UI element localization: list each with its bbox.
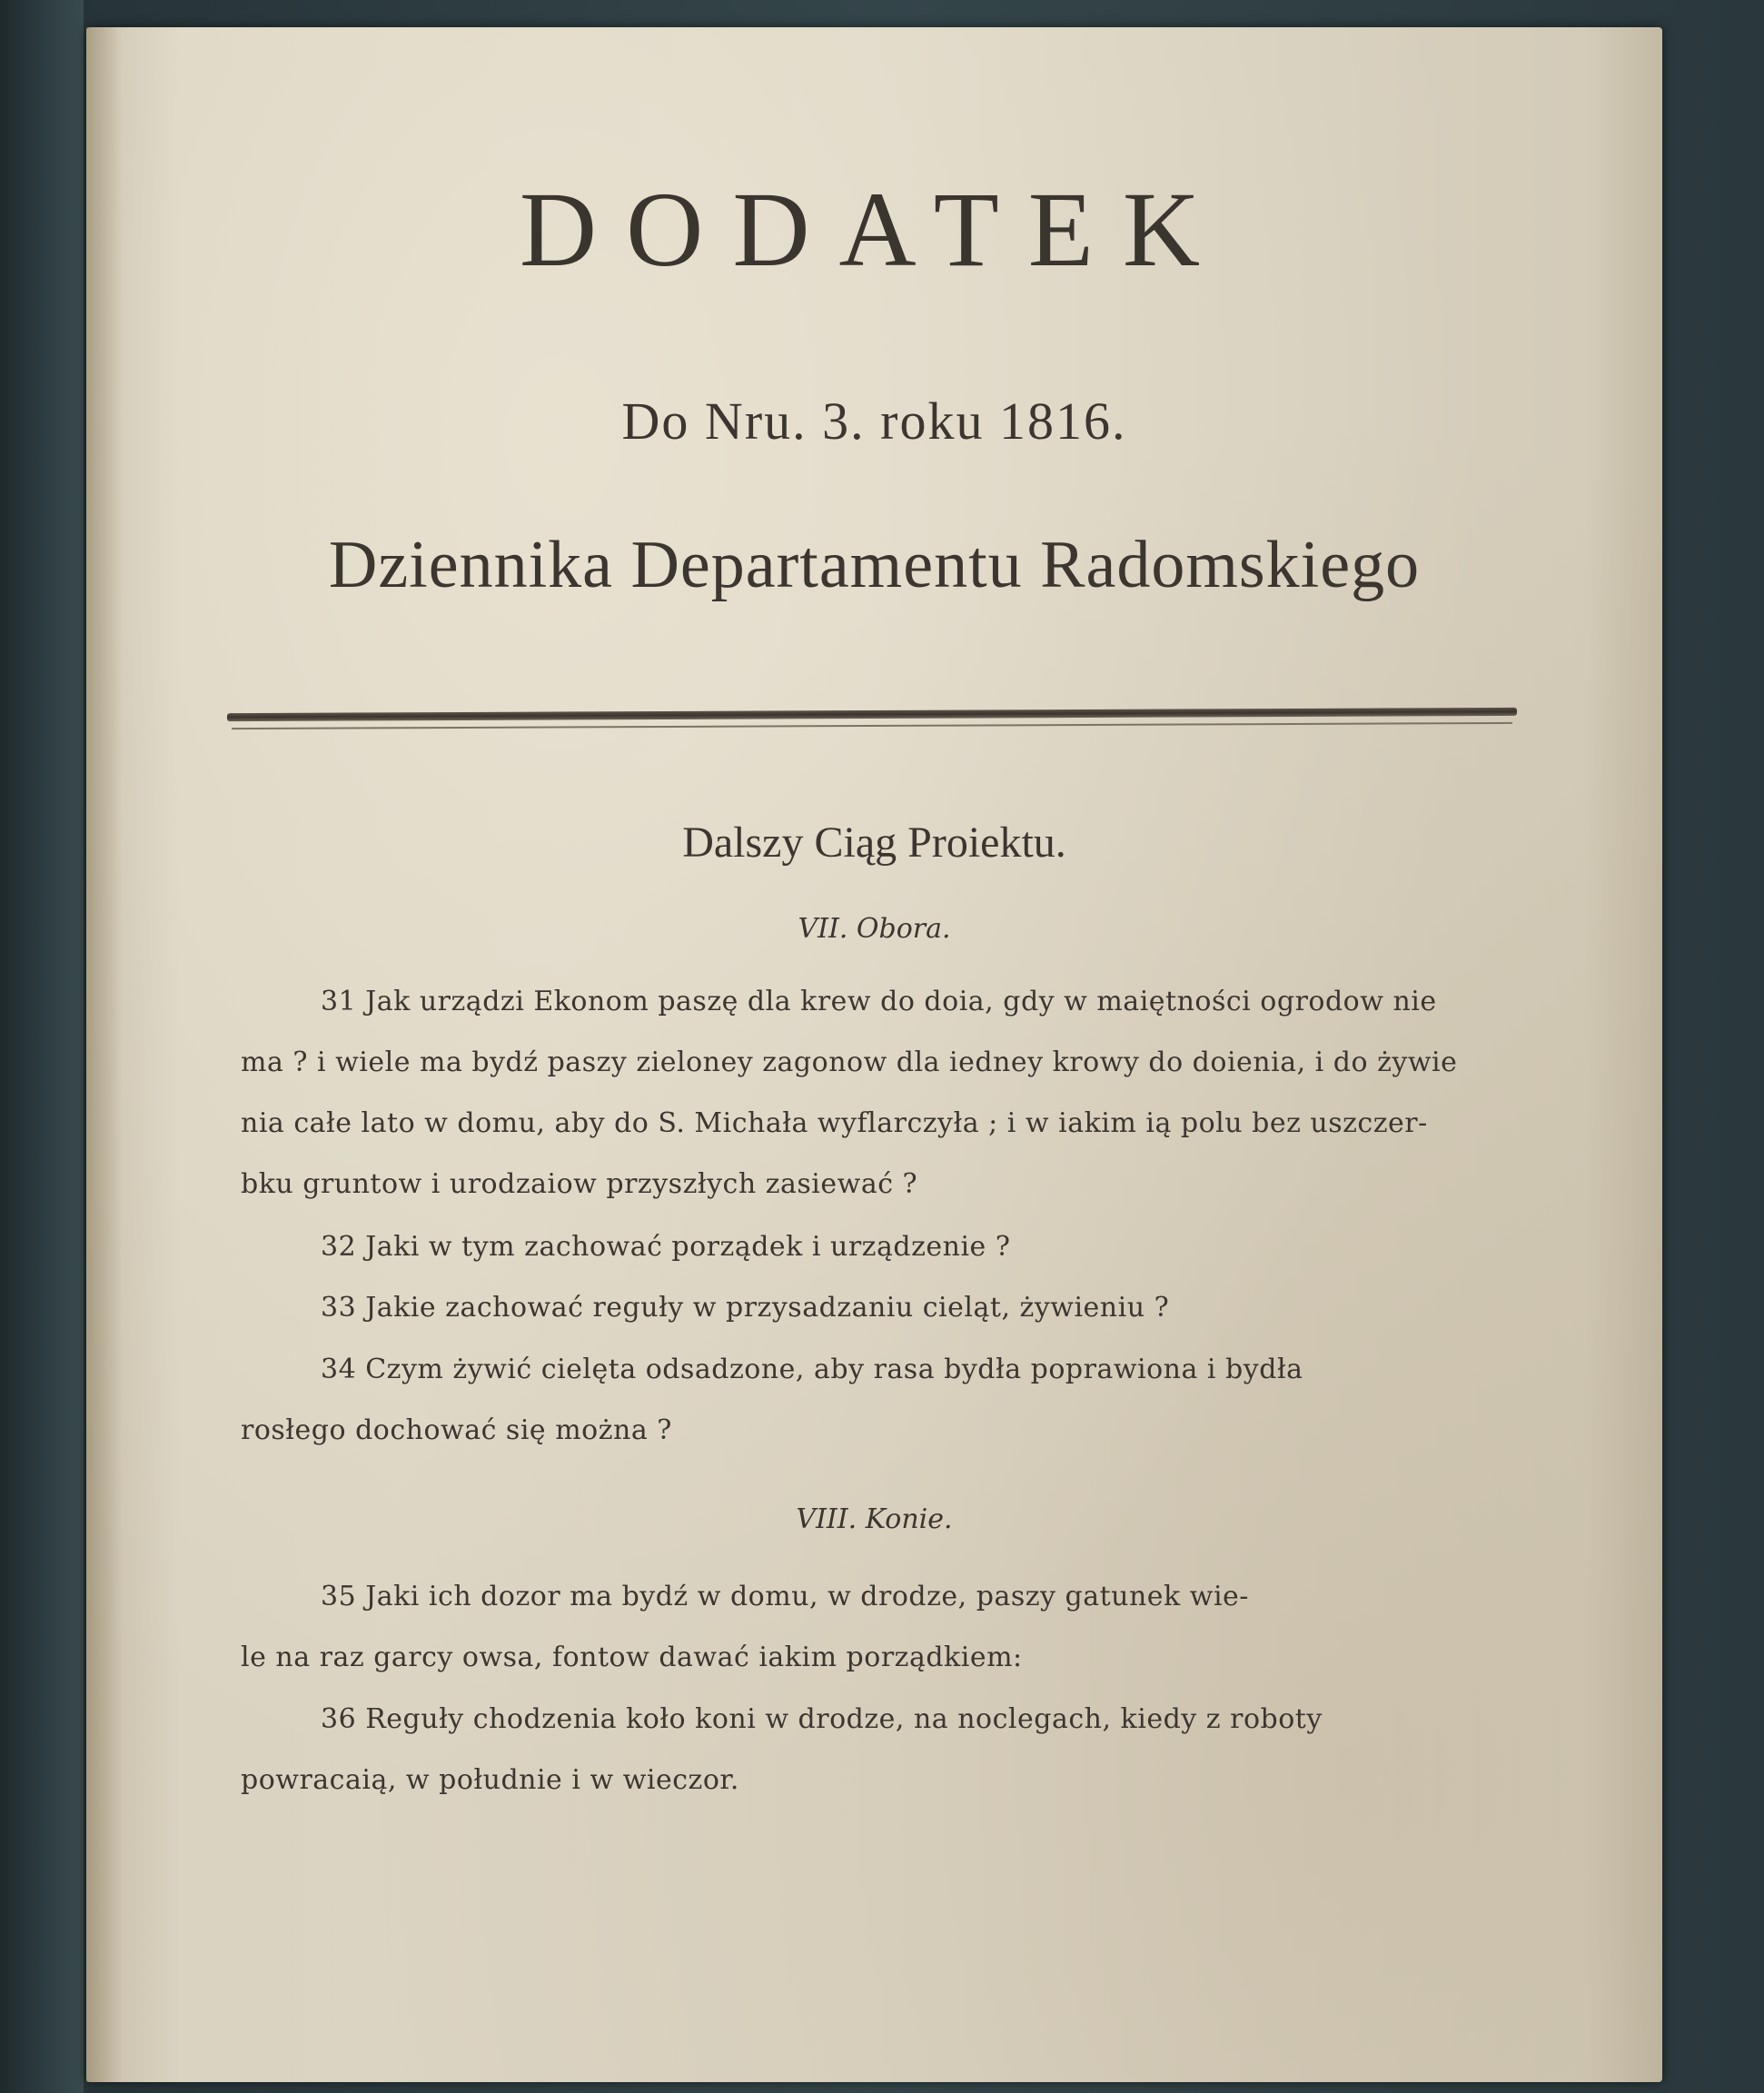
paragraph-line: 32 Jaki w tym zachować porządek i urządzenie ? (321, 1231, 1011, 1263)
paragraph-line: rosłego dochować się można ? (241, 1414, 672, 1446)
paragraph-line: powracaią, w południe i w wieczor. (241, 1764, 739, 1796)
document-page (86, 27, 1662, 2082)
header-rule-thin (232, 722, 1512, 729)
document-title: DODATEK (519, 170, 1230, 289)
paragraph-line: 34 Czym żywić cielęta odsadzone, aby rasa bydła poprawiona i bydła (321, 1354, 1303, 1385)
paragraph-line: bku gruntow i urodzaiow przyszłych zasiewać ? (241, 1168, 918, 1200)
subsection-heading: VIII. Konie. (796, 1503, 953, 1535)
page-gutter-shadow (86, 27, 123, 2082)
paragraph-line: 36 Reguły chodzenia koło koni w drodze, na noclegach, kiedy z roboty (321, 1703, 1323, 1735)
subsection-heading: VII. Obora. (798, 913, 951, 945)
paragraph-line: 35 Jaki ich dozor ma bydź w domu, w drodze, paszy gatunek wie- (321, 1581, 1249, 1612)
paragraph-line: le na raz garcy owsa, fontow dawać iakim porządkiem: (241, 1642, 1023, 1673)
section-title: Dalszy Ciąg Proiektu. (682, 818, 1066, 867)
paragraph-line: 33 Jakie zachować reguły w przysadzaniu cieląt, żywieniu ? (321, 1292, 1170, 1324)
journal-name: Dziennika Departamentu Radomskiego (328, 528, 1421, 602)
paragraph-line: nia całe lato w domu, aby do S. Michała wyflarczyła ; i w iakim ią polu bez uszczer- (241, 1107, 1428, 1139)
issue-line: Do Nru. 3. roku 1816. (621, 392, 1127, 451)
book-binding (0, 0, 84, 2093)
paragraph-line: ma ? i wiele ma bydź paszy zieloney zagonow dla iedney krowy do doienia, i do żywie (241, 1046, 1458, 1078)
paragraph-line: 31 Jak urządzi Ekonom paszę dla krew do doia, gdy w maiętności ogrodow nie (321, 986, 1437, 1017)
header-rule (227, 708, 1517, 721)
